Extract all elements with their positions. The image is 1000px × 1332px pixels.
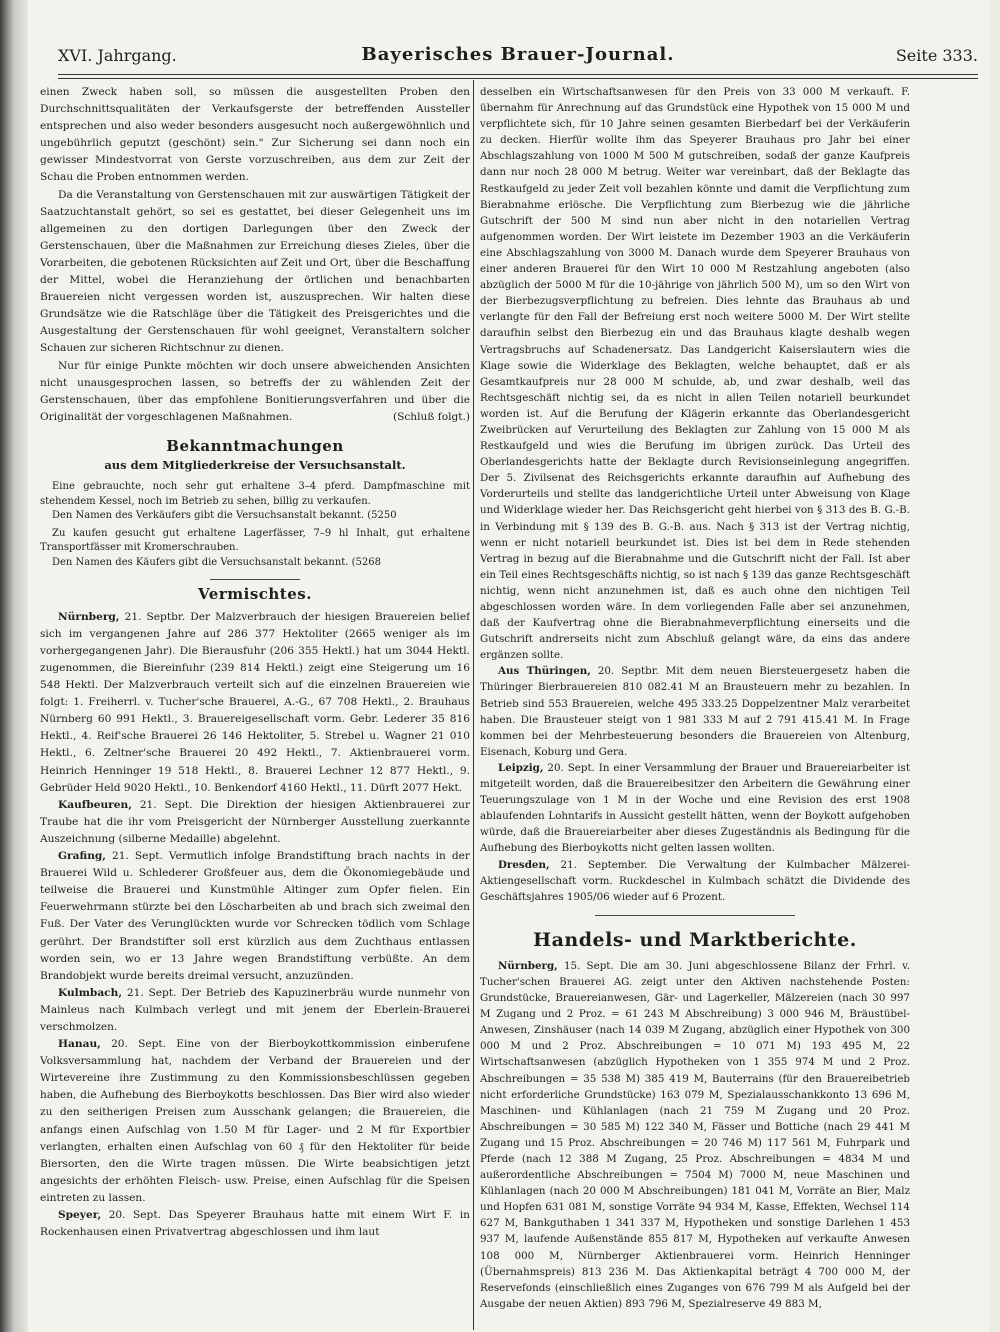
news-text: 20. Sept. Das Speyerer Brauhaus hatte mit einem Wirt F. in Rockenhausen einen Privatvertrag abgeschlossen und ihm laut	[40, 1209, 470, 1239]
left-paragraph-3	[40, 358, 470, 426]
news-item	[480, 857, 910, 905]
journal-title: Bayerisches Brauer-Journal.	[361, 44, 675, 65]
right-column	[480, 84, 910, 1324]
header-rule	[58, 74, 978, 75]
news-place: Kulmbach,	[58, 986, 123, 999]
news-text: 21. September. Die Verwaltung der Kulmbacher Mälzerei-Aktiengesellschaft vorm. Ruckdeschel in Kulmbach schätzt die Dividende des Geschäftsjahres 1905/06 wieder auf 6 Prozent.	[480, 858, 910, 903]
news-place: Grafing,	[58, 850, 106, 863]
classified-ads	[40, 480, 470, 571]
news-place: Nürnberg,	[498, 959, 558, 972]
header-rule-2	[58, 78, 978, 79]
news-place: Dresden,	[498, 858, 550, 871]
news-item	[480, 760, 910, 857]
news-text: 21. Septbr. Der Malzverbrauch der hiesigen Brauereien belief sich im vergangenen Jahre auf 286 377 Hektoliter (2665 weniger als im vorhergegangenen Jahr). Die Bierausfuhr (206 355 Hektl.) hat um 3044 Hektl. zugenommen, die Biereinfuhr (239 814 Hektl.) zeigt eine Steigerung um 16 548 Hektl. Der Malzverbrauch verteilt sich auf die einzelnen Brauereien wie folgt: 1. Freiherrl. v. Tucher'sche Brauerei, A.-G., 67 708 Hektl., 2. Brauhaus Nürnberg 60 991 Hektl., 3. Brauereigesellschaft vorm. Gebr. Lederer 35 816 Hektl., 4. Reif'sche Brauerei 26 146 Hektoliter, 5. Strebel u. Wagner 21 010 Hektl., 6. Zeltner'sche Brauerei 20 492 Hektl., 7. Aktienbrauerei vorm. Heinrich Henninger 19 518 Hektl., 8. Brauerei Lechner 12 877 Hektl., 9. Gebrüder Held 9020 Hektl., 10. Benkendorf 4160 Hektl., 11. Dürft 2077 Hekt.	[40, 610, 470, 794]
news-item	[40, 1207, 470, 1241]
ad-barrels: Zu kaufen gesucht gut erhaltene Lagerfässer, 7–9 hl Inhalt, gut erhaltene Transportfässer mit Kromerschrauben.	[40, 527, 470, 554]
page-header	[58, 46, 978, 70]
column-divider	[473, 80, 474, 1330]
news-place: Speyer,	[58, 1209, 102, 1221]
ad-steam-engine-contact: Den Namen des Verkäufers gibt die Versuchsanstalt bekannt. (5250	[52, 510, 397, 522]
news-item	[40, 848, 470, 985]
news-place: Kaufbeuren,	[58, 798, 132, 811]
news-text: 15. Sept. Die am 30. Juni abgeschlossene Bilanz der Frhrl. v. Tucher'schen Brauerei AG. zeigt unter den Aktiven nachstehende Posten: Grundstücke, Brauereianwesen, Gär- und Lagerkeller, Mälzereien (nach 30 997 M Zugang und 2 Proz. = 61 243 M Abschreibung) 3 000 946 M, Bräustübel-Anwesen, Zinshäuser (nach 14 039 M Zugang, abzüglich einer Hypothek von 300 000 M und 2 Proz. Abschreibungen = 10 071 M) 193 495 M, 22 Wirtschaftsanwesen (abzüglich Hypotheken von 1 355 974 M und 2 Proz. Abschreibungen = 35 538 M) 385 419 M, Bauterrains (für den Brauereibetrieb nicht erforderliche Grundstücke) 163 079 M, Spezialausschankkonto 13 696 M, Maschinen- und Kühlanlagen (nach 21 759 M Zugang und 20 Proz. Abschreibungen = 30 585 M) 122 340 M, Fässer und Bottiche (nach 29 441 M Zugang und 15 Proz. Abschreibungen = 20 746 M) 117 561 M, Fuhrpark und Pferde (nach 12 388 M Zugang, 25 Proz. Abschreibungen = 4834 M und außerordentliche Abschreibungen = 7504 M) 7000 M, neue Maschinen und Kühlanlagen (nach 20 000 M Abschreibungen) 181 041 M, Vorräte an Bier, Malz und Hopfen 631 081 M, sonstige Vorräte 94 934 M, Kasse, Effekten, Wechsel 114 627 M, Bankguthaben 1 341 337 M, Hypotheken und sonstige Darlehen 1 453 937 M, laufende Außenstände 855 817 M, Hypotheken auf verkaufte Anwesen 108 000 M, Nürnberger Aktienbrauerei vorm. Heinrich Henninger (Übernahmspreis) 813 236 M. Das Aktienkapital beträgt 4 700 000 M, der Reservefonds (einschließlich eines Zuganges von 676 799 M als Aufgeld bei der Ausgabe der neuen Aktien) 893 796 M, Spezialreserve 49 883 M,	[480, 959, 910, 1310]
news-item	[40, 1036, 470, 1207]
announcements-subheading: aus dem Mitgliederkreise der Versuchsanstalt.	[104, 457, 406, 472]
announcements-heading: Bekanntmachungen	[166, 436, 344, 455]
news-item	[480, 958, 910, 1312]
news-item	[40, 985, 470, 1036]
book-binding-edge	[0, 0, 28, 1332]
news-place: Nürnberg,	[58, 610, 120, 623]
section-rule	[210, 579, 300, 580]
news-text: 21. Sept. Vermutlich infolge Brandstiftung brach nachts in der Brauerei Wild u. Schlederer Großfeuer aus, dem die Ökonomiegebäude und teilweise die Brauerei und Kunstmühle Altinger zum Opfer fielen. Ein Feuerwehrmann stürzte bei den Löscharbeiten ab und brach sich zweimal den Fuß. Der Vater des Verunglückten wurde vor Schrecken tödlich vom Schlage gerührt. Der Brandstifter soll erst kürzlich aus dem Zuchthaus entlassen worden sein, wo er 13 Jahre wegen Brandstiftung verbüßte. An dem Brandobjekt wurde bereits dreimal versucht, anzuzünden.	[40, 850, 470, 982]
market-reports-heading: Handels- und Marktberichte.	[533, 928, 857, 951]
misc-heading: Vermischtes.	[198, 584, 312, 603]
continued-note: (Schluß folgt.)	[392, 410, 470, 423]
ad-barrels-contact: Den Namen des Käufers gibt die Versuchsanstalt bekannt. (5268	[52, 557, 381, 569]
news-place: Hanau,	[58, 1038, 101, 1051]
news-text: 21. Sept. Der Betrieb des Kapuzinerbräu wurde nunmehr von Mainleus nach Kulmbach verlegt und mit jenem der Eberlein-Brauerei verschmolzen.	[40, 986, 470, 1033]
section-rule	[595, 915, 795, 916]
volume-label: XVI. Jahrgang.	[58, 46, 177, 65]
left-paragraph-1: einen Zweck haben soll, so müssen die ausgestellten Proben den Durchschnittsqualitäten der Verkaufsgerste der betreffenden Aussteller entsprechen und also weder besonders ausgesucht noch außergewöhnlich und ungebührlich geputzt (geschönt) sein." Zur Sicherung sei dann noch ein gewisser Mindestvorrat von Gerste vorzuschreiben, aus dem zur Zeit der Schau die Proben entnommen werden.	[40, 86, 470, 184]
left-paragraph-2: Da die Veranstaltung von Gerstenschauen mit zur auswärtigen Tätigkeit der Saatzuchtanstalt gehört, so sei es gestattet, bei dieser Gelegenheit uns im allgemeinen zu den dortigen Darlegungen über den Zweck der Gerstenschauen, über die Maßnahmen zur Erreichung dieses Zieles, über die Vorarbeiten, die gebotenen Rücksichten auf Zeit und Ort, über die Beschaffung der Mittel, wobei die Heranziehung der örtlichen und benachbarten Brauereien nicht vergessen worden ist, auszusprechen. Wir halten diese Grundsätze wie die Ratschläge über die Tätigkeit des Preisgerichtes und die Ausgestaltung der Gerstenschauen für wohl geeignet, Veranstaltern solcher Schauen zur sicheren Richtschnur zu dienen.	[40, 188, 470, 355]
news-place: Leipzig,	[498, 761, 544, 774]
news-text: 20. Septbr. Mit dem neuen Biersteuergesetz haben die Thüringer Bierbrauereien 810 082.41 M an Brausteuern mehr zu bezahlen. In Betrieb sind 553 Brauereien, welche 495 333.25 Doppelzentner Malz verarbeitet haben. Die Brausteuer steigt von 1 981 333 M auf 2 791 415.41 M. In Frage kommen bei der Mehrbesteuerung besonders die Brauereien von Altenburg, Eisenach, Koburg und Gera.	[480, 665, 910, 758]
news-item	[40, 797, 470, 848]
right-paragraph-1: desselben ein Wirtschaftsanwesen für den Preis von 33 000 M verkauft. F. übernahm für Anrechnung auf das Grundstück eine Hypothek von 15 000 M und verpflichtete sich, für 10 Jahre seinen gesamten Bierbedarf bei der Verkäuferin zu decken. Hierfür wollte ihm das Speyerer Brauhaus pro Jahr bei einer Abschlagszahlung von 1000 M 500 M gutschreiben, sodaß der ganze Kaufpreis dann nur noch 28 000 M betrug. Weiter war vereinbart, daß der Beklagte das Restkaufgeld zu jeder Zeit voll bezahlen könnte und damit die Verpflichtung zum Bierabnahme erlösche. Die Verpflichtung zum Bierbezug wie die jährliche Gutschrift der 500 M sind nun aber nicht in den notariellen Vertrag aufgenommen worden. Der Wirt leistete im Dezember 1903 an die Verkäuferin eine Abschlagszahlung von 3000 M. Danach wurde dem Speyerer Brauhaus von einer anderen Brauerei für den Wirt 10 000 M Restzahlung angeboten (also abzüglich der 5000 M für die 10-jährige von jährlich 500 M), um so den Wirt von der Bierbezugsverpflichtung zu befreien. Dies lehnte das Brauhaus ab und verlangte für den Fall der Befreiung erst noch weitere 5000 M. Der Wirt stellte daraufhin selbst den Bierbezug ein und das Brauhaus klagte deshalb wegen Vertragsbruchs auf Schadenersatz. Das Landgericht Kaiserslautern wies die Klage sowie die Widerklage des Beklagten, welche behauptet, daß er als Gesamtkaufpreis nur 28 000 M schulde, ab, und zwar deshalb, weil das Rechtsgeschäft nichtig sei, da es nicht in allen Teilen notariell beurkundet worden ist. Auf die Berufung der Klägerin erkannte das Oberlandesgericht Zweibrücken auf Verurteilung des Beklagten zur Zahlung von 15 000 M als Restkaufgeld und wies die Berufung im übrigen zurück. Das Urteil des Oberlandesgerichts hatte der Beklagte durch Revisionseinlegung angegriffen. Der 5. Zivilsenat des Reichsgerichts erkannte daraufhin auf Aufhebung des Vorderurteils und stellte das landgerichtliche Urteil unter Abweisung von Klage und Widerklage wieder her. Das Reichsgericht geht hierbei von § 313 des B. G.-B. in Verbindung mit § 139 des B. G.-B. aus. Nach § 313 ist der Vertrag nichtig, wenn er nicht notariell beurkundet ist. Dies ist bei dem in Rede stehenden Vertrag in bezug auf die Bierabnahme und die Gutschrift nicht der Fall. Ist aber ein Teil eines Rechtsgeschäfts nichtig, so ist nach § 139 das ganze Rechtsgeschäft nichtig, wenn nicht anzunehmen ist, daß es auch ohne den nichtigen Teil abgeschlossen worden wäre. In dem vorliegenden Falle aber sei anzunehmen, daß der Kaufvertrag ohne die Bierabnahmeverpflichtung einerseits und die Gutschrift andrerseits nicht zum Abschluß gelangt wäre, da eins das andere ergänzen sollte.	[480, 86, 910, 662]
news-item	[40, 609, 470, 797]
page-number: Seite 333.	[895, 46, 978, 65]
news-place: Aus Thüringen,	[498, 665, 591, 678]
left-column	[40, 84, 470, 1324]
ad-steam-engine: Eine gebrauchte, noch sehr gut erhaltene 3–4 pferd. Dampfmaschine mit stehendem Kessel, noch im Betrieb zu sehen, billig zu verkaufen.	[40, 481, 470, 507]
news-text: 20. Sept. Eine von der Bierboykottkommission einberufene Volksversammlung hat, nachdem der Verband der Brauereien und der Wirtevereine ihre Zustimmung zu den Kommissionsbeschlüssen gegeben haben, die Aufhebung des Bierboykotts beschlossen. Das Bier wird also wieder zu den seitherigen Preisen zum Ausschank gelangen; die Brauereien, die anfangs einen Aufschlag von 1.50 M für Lager- und 2 M für Exportbier verlangten, erhalten einen Aufschlag von 60 ₰ für den Hektoliter für beide Biersorten, den die Wirte tragen müssen. Die Wirte beabsichtigen jetzt angesichts der erhöhten Fleisch- usw. Preise, einen Aufschlag für die Speisen eintreten zu lassen.	[40, 1038, 470, 1204]
news-text: 21. Sept. Die Direktion der hiesigen Aktienbrauerei zur Traube hat die ihr vom Preisgericht der Nürnberger Ausstellung zuerkannte Auszeichnung (silberne Medaille) abgelehnt.	[40, 798, 470, 845]
left-paragraph-3-text: Nur für einige Punkte möchten wir doch unsere abweichenden Ansichten nicht unausgesprochen lassen, so betreffs der zu wählenden Zeit der Gerstenschauen, über das empfohlene Bonitierungsverfahren und über die Originalität der vorgeschlagenen Maßnahmen.	[40, 359, 470, 423]
news-text: 20. Sept. In einer Versammlung der Brauer und Brauereiarbeiter ist mitgeteilt worden, daß die Brauereibesitzer den Arbeitern die Gewährung einer Teuerungszulage von 1 M in der Woche und eine Revision des erst 1908 ablaufenden Lohntarifs in Aussicht gestellt hätten, wenn der Boykott aufgehoben würde, daß die Brauereiarbeiter aber dieses Zugeständnis als Bedingung für die Aufhebung des Bierboykotts nicht gelten lassen wollten.	[480, 761, 910, 855]
news-item	[480, 663, 910, 760]
